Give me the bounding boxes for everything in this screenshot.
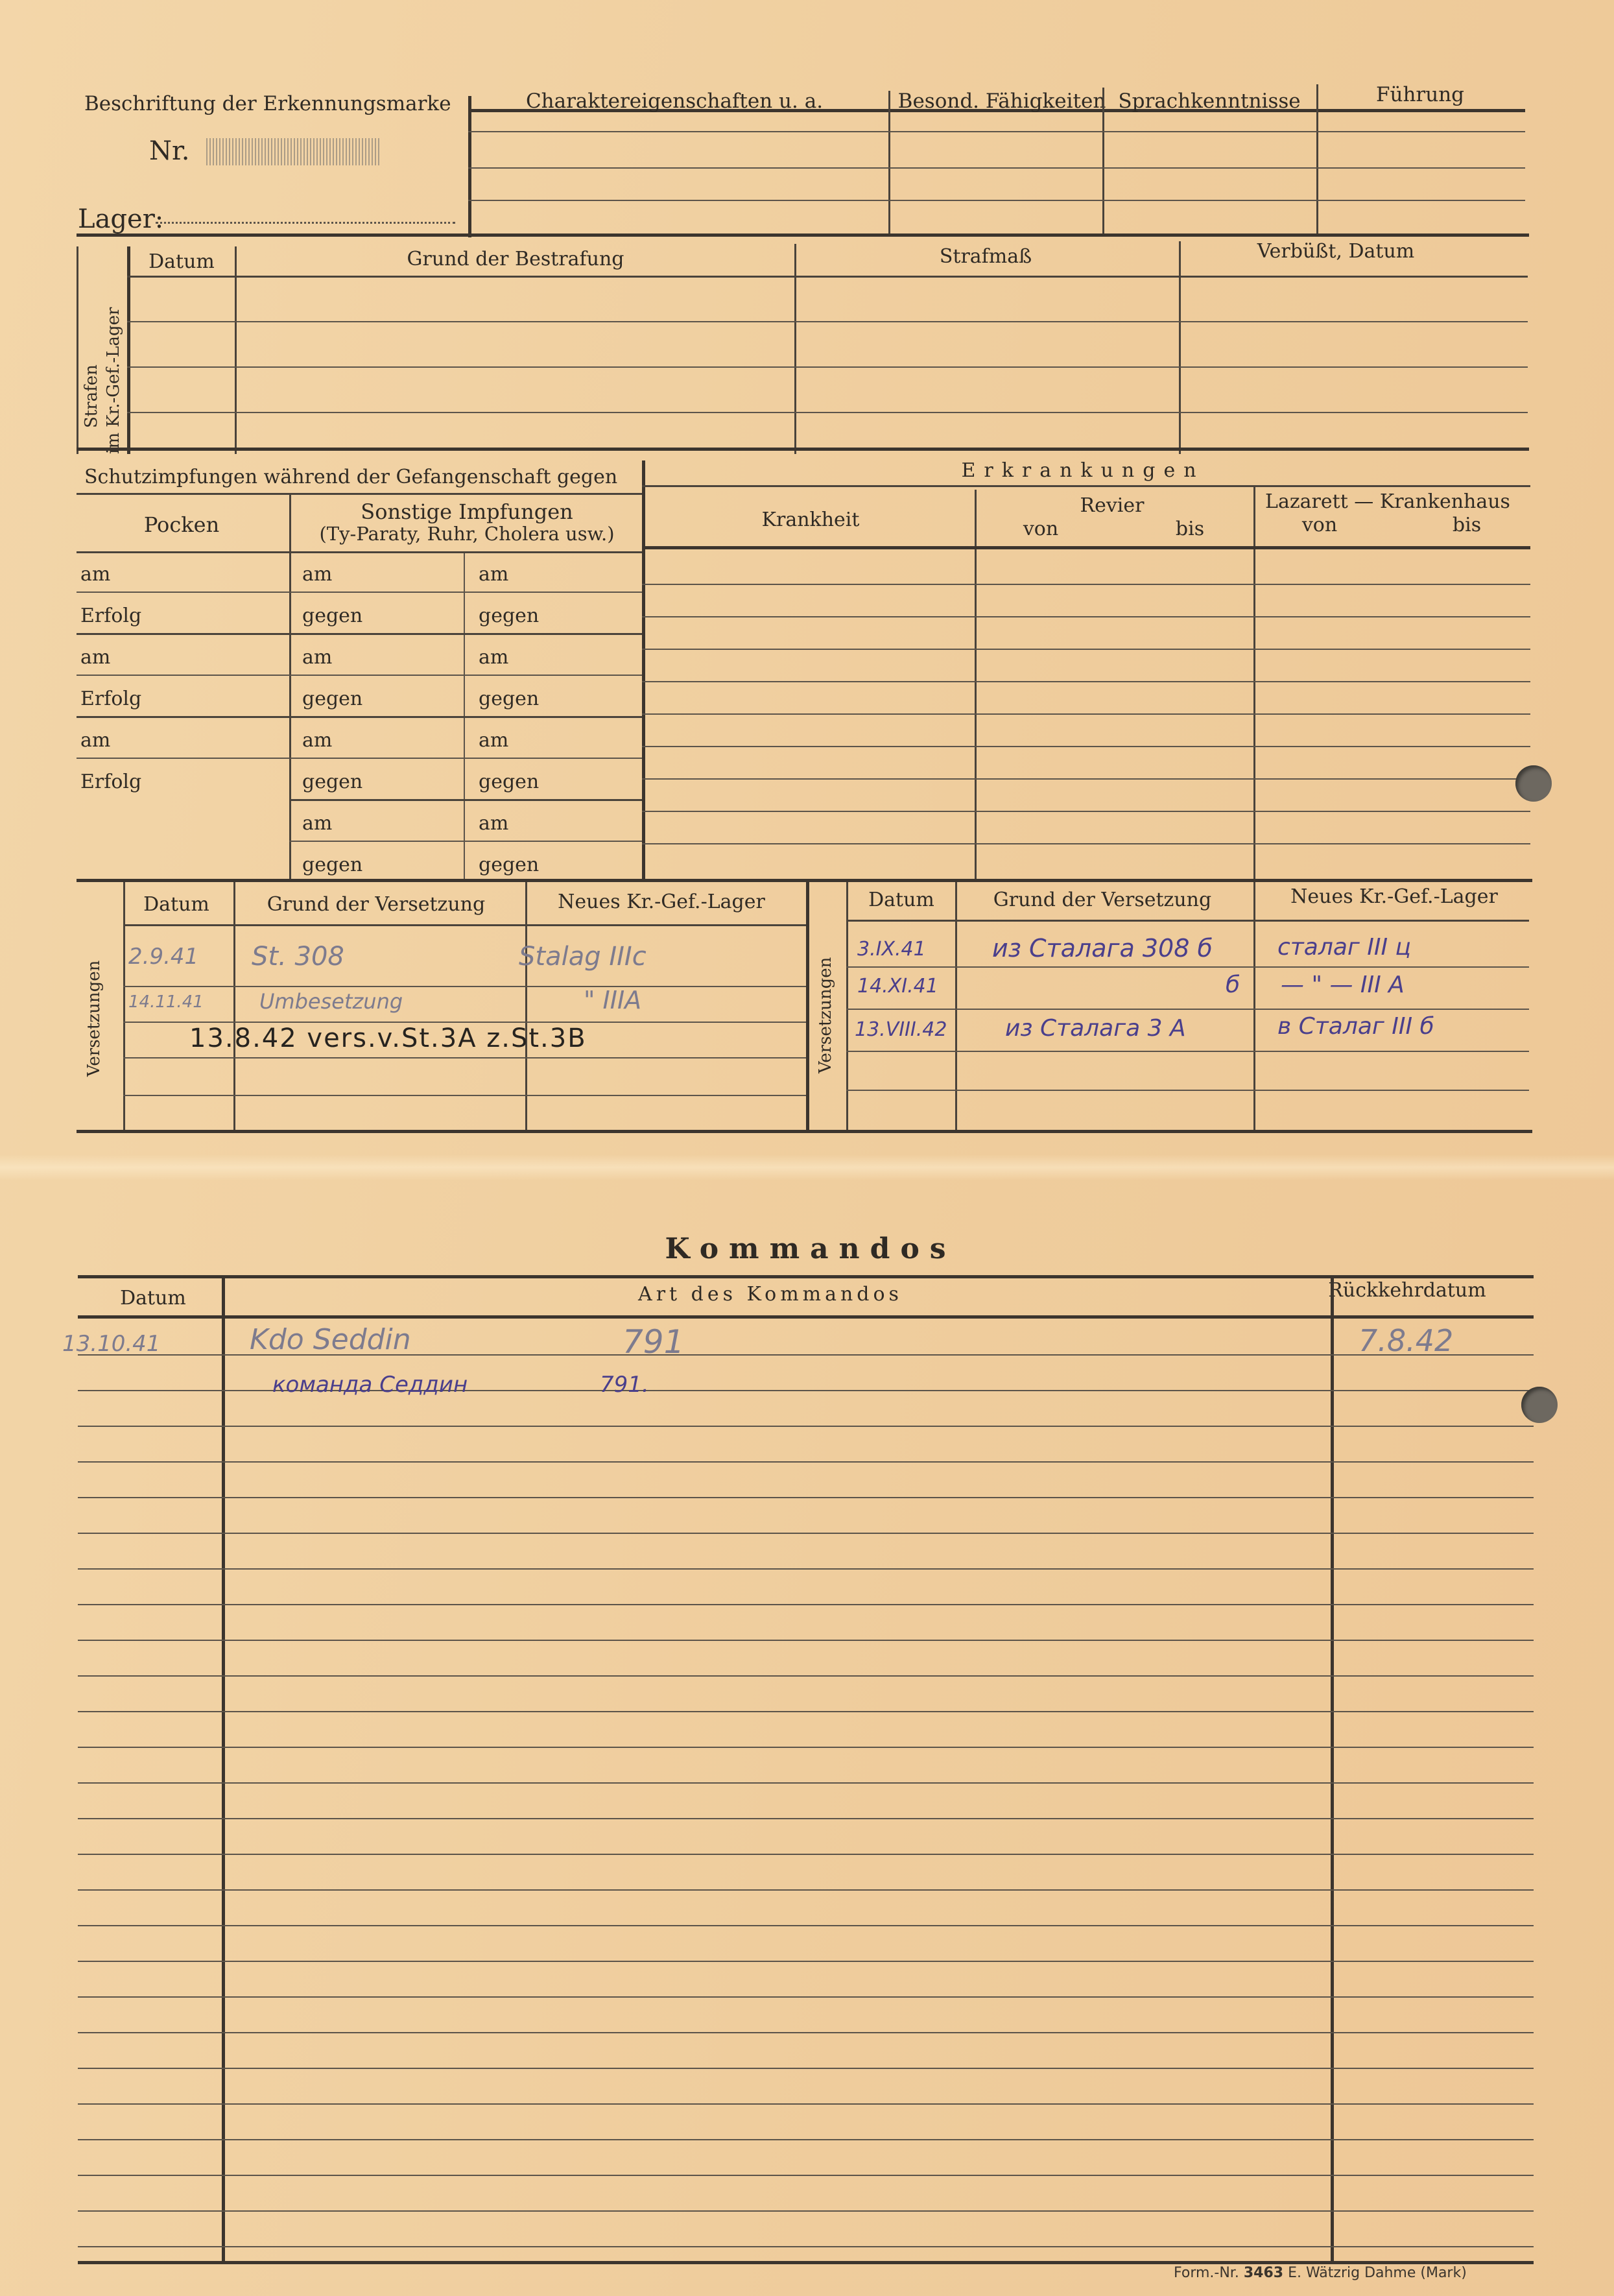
vacc-col-pox: Pocken [143,512,220,537]
transfer-right-1-date: 3.IX.41 [857,938,926,961]
rule [123,924,806,926]
transfer-right-1-camp: сталаг III ц [1277,934,1412,961]
rule [642,584,1530,585]
rule [127,412,1528,413]
transfer-left-1-reason: St. 308 [252,942,344,972]
vacc-other-cell: gegen [302,854,363,876]
col-character: Charaktereigenschaften u. a. [525,90,824,113]
rule [642,811,1530,812]
divider [888,91,890,237]
rule [77,633,642,635]
rule [846,1051,1529,1052]
kommando-rule-line [78,1711,1534,1712]
vacc-other-cell: gegen [302,771,363,793]
transfer-right-col-date: Datum [868,889,934,911]
vacc-col-other-2: (Ty-Paraty, Ruhr, Cholera usw.) [319,523,615,545]
transfer-right-2-reason: б [1226,972,1240,998]
rule [123,1095,806,1096]
kommando-rule-line [78,2246,1534,2247]
kommando-entry-type-de: Kdo Seddin [250,1323,411,1356]
vacc-pox-cell: am [80,563,111,586]
divider [806,882,809,1132]
fold-crease [0,1154,1614,1180]
punishments-side-label-2: im Kr.-Gef.-Lager [104,307,123,454]
transfer-left-2-date: 14.11.41 [128,992,204,1012]
rule [642,778,1530,780]
vacc-other-cell: gegen [302,688,363,710]
ill-col-revier: Revier [1080,494,1145,517]
rule [642,485,1530,487]
transfer-right-col-camp: Neues Kr.-Gef.-Lager [1290,885,1498,908]
transfer-left-2-reason: Umbesetzung [259,989,403,1014]
divider [1331,1275,1334,2264]
divider [77,246,78,454]
transfer-left-col-reason: Grund der Versetzung [267,893,486,916]
rule [77,448,1529,451]
rule [77,493,642,495]
vacc-pox-cell: Erfolg [80,604,142,627]
transfer-stamp: 13.8.42 vers.v.St.3A z.St.3B [189,1023,587,1053]
rule [642,843,1530,844]
kommando-entry-type-ru: команда Седдин [272,1372,468,1398]
vacc-col-other-1: Sonstige Impfungen [361,499,573,524]
rule [127,366,1528,368]
rule [123,1022,806,1023]
vacc-other-cell: gegen [479,771,540,793]
transfer-left-col-camp: Neues Kr.-Gef.-Lager [558,891,765,913]
kommando-rule-line [78,1782,1534,1784]
vacc-other-cell: gegen [302,604,363,627]
rule [846,1090,1529,1091]
divider [1253,486,1255,879]
form-number: 3463 [1243,2265,1284,2281]
illnesses-heading: Erkrankungen [961,459,1205,482]
transfer-right-1-reason: из Сталага 308 б [992,934,1213,963]
divider [127,246,130,454]
kommando-rule-line [78,1640,1534,1641]
rule [642,649,1530,650]
rule [78,1315,1534,1319]
rule [77,551,642,553]
rule [468,167,1525,169]
divider [235,246,237,454]
kommando-rule-line [78,2210,1534,2212]
rule [846,966,1529,968]
transfer-right-2-date: 14.XI.41 [857,975,938,998]
rule [123,1057,806,1058]
rule [642,746,1530,747]
kommando-rule-line [78,1461,1534,1463]
ill-hospital-von: von [1301,514,1338,536]
vacc-other-cell: am [479,563,509,586]
tag-heading: Beschriftung der Erkennungsmarke [84,92,451,115]
transfer-right-3-date: 13.VIII.42 [855,1018,947,1041]
kommando-entry-return: 7.8.42 [1359,1323,1454,1358]
kommando-entry-number-de: 791 [623,1323,685,1361]
kommando-rule-line [78,1925,1534,1926]
kommando-rule-line [78,1497,1534,1498]
kommando-rule-line [78,1675,1534,1677]
rule [78,1275,1534,1278]
rule [468,131,1525,132]
kommando-rule-line [78,2032,1534,2033]
rule [642,546,1530,549]
form-printer: E. Wätzrig Dahme (Mark) [1288,2265,1467,2281]
col-conduct: Führung [1375,83,1465,106]
punish-col-served: Verbüßt, Datum [1257,240,1415,263]
transfer-left-1-camp: Stalag IIIc [519,942,647,972]
ill-revier-bis: bis [1175,518,1205,540]
kommando-entry-date: 13.10.41 [62,1331,161,1357]
kommando-rule-line [78,2103,1534,2105]
vacc-pox-cell: Erfolg [80,771,142,793]
kommando-rule-line [78,1889,1534,1891]
rule [77,879,1532,882]
rule [642,681,1530,682]
col-abilities: Besond. Fähigkeiten [897,90,1106,113]
kommando-rule-line [78,1818,1534,1819]
vacc-other-cell: am [479,646,509,669]
rule [78,2261,1534,2264]
transfer-right-2-camp: — " — III А [1281,972,1405,998]
rule [642,713,1530,715]
kommando-entry-number-ru: 791. [600,1372,649,1398]
tag-divider [468,96,471,237]
transfers-side-label-left: Versetzungen [84,960,104,1077]
rule [127,276,1528,278]
rule [77,675,642,676]
rule [77,233,1529,237]
ill-col-hospital: Lazarett — Krankenhaus [1265,490,1510,513]
rule [468,200,1525,201]
col-languages: Sprachkenntnisse [1118,90,1301,113]
transfers-side-label-right: Versetzungen [816,957,835,1073]
kommando-rule-line [78,2139,1534,2140]
rule [123,986,806,987]
kommando-rule-line [78,1747,1534,1748]
kommando-rule-line [78,1533,1534,1534]
transfer-right-3-reason: из Сталага 3 А [1005,1015,1186,1042]
vacc-other-cell: am [302,812,333,835]
tag-lager-field [156,222,455,224]
vacc-other-cell: gegen [479,688,540,710]
vacc-other-cell: am [479,812,509,835]
kommando-rule-line [78,1961,1534,1962]
divider [1102,88,1104,237]
kommando-col-return: Rückkehrdatum [1328,1279,1486,1302]
kommandos-heading: Kommandos [665,1232,956,1265]
ill-revier-von: von [1023,518,1059,540]
punish-col-date: Datum [148,250,215,273]
punish-col-reason: Grund der Bestrafung [407,248,624,270]
vacc-pox-cell: Erfolg [80,688,142,710]
vacc-other-cell: am [302,729,333,752]
kommando-rule-line [78,1426,1534,1427]
tag-nr-label: Nr. [149,136,190,166]
transfer-left-2-camp: " IIIA [584,986,642,1014]
rule [77,716,642,718]
vacc-other-cell: gegen [479,854,540,876]
divider [642,460,645,881]
form-footer [1174,2265,1467,2281]
kommando-rule-line [78,2068,1534,2069]
transfer-left-col-date: Datum [143,893,209,916]
kommando-rule-line [78,1854,1534,1855]
transfer-left-1-date: 2.9.41 [128,944,199,970]
vacc-other-cell: gegen [479,604,540,627]
transfer-right-3-camp: в Сталаг III б [1277,1013,1434,1040]
rule [127,321,1528,322]
rule [846,920,1529,922]
kommando-rule-line [78,1568,1534,1570]
vacc-pox-cell: am [80,646,111,669]
kommando-rule-line [78,1996,1534,1998]
ill-hospital-bis: bis [1452,514,1482,536]
divider [1179,241,1181,454]
punch-hole [1521,1387,1558,1423]
transfer-right-col-reason: Grund der Versetzung [993,889,1212,911]
vacc-other-cell: am [479,729,509,752]
rule [846,1009,1529,1010]
rule [77,592,642,593]
kommando-col-date: Datum [120,1287,186,1309]
rule [642,616,1530,617]
punch-hole [1515,765,1552,802]
rule [289,799,642,801]
vacc-pox-cell: am [80,729,111,752]
rule [289,841,642,842]
vaccinations-heading: Schutzimpfungen während der Gefangenschaft gegen [84,466,618,488]
kommando-col-type: Art des Kommandos [638,1283,903,1306]
punishments-side-label-1: Strafen [82,365,101,428]
divider [1316,84,1318,237]
form-prefix: Form.-Nr. [1174,2265,1239,2281]
vacc-other-cell: am [302,646,333,669]
rule [77,758,642,759]
ill-col-illness: Krankheit [761,508,860,531]
kommando-rule-line [78,1604,1534,1605]
tag-lager-label: Lager: [78,204,164,234]
rule [77,1130,1532,1133]
punish-col-measure: Strafmaß [939,245,1032,268]
kommando-rule-line [78,2175,1534,2176]
tag-nr-field [206,138,380,165]
vacc-other-cell: am [302,563,333,586]
